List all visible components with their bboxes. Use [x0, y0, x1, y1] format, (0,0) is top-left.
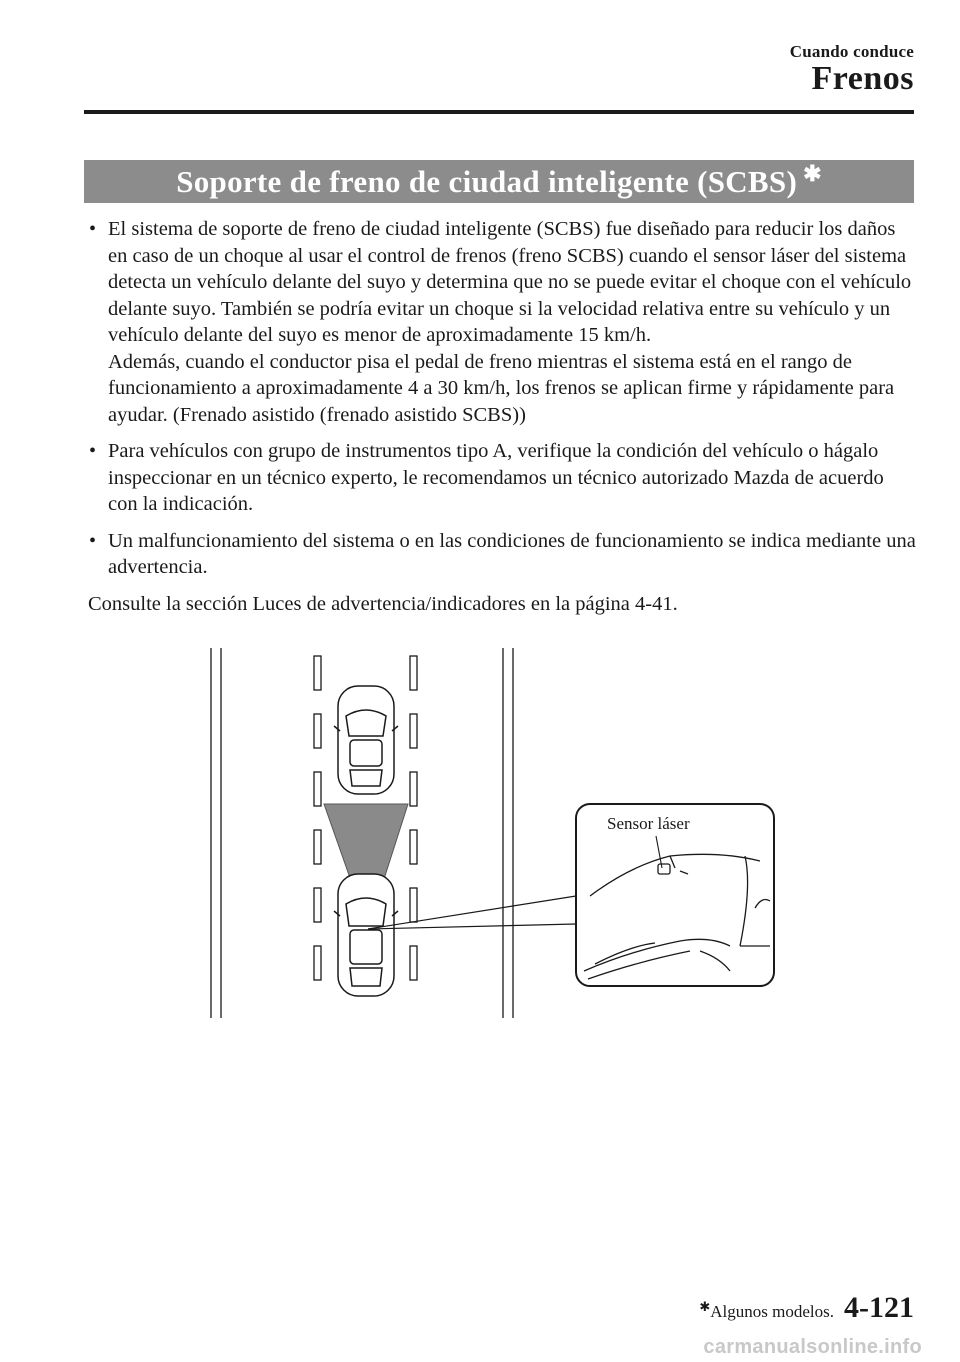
- asterisk-icon: ✱: [803, 160, 822, 186]
- page-footer: [699, 1291, 914, 1325]
- reference-text: Consulte la sección Luces de advertencia/indicadores en la página 4-41.: [88, 592, 678, 615]
- body-content: [88, 216, 916, 617]
- callout-line: [368, 896, 576, 929]
- footnote-text: Algunos modelos.: [710, 1302, 834, 1321]
- asterisk-icon: ✱: [699, 1299, 711, 1314]
- section-heading: [84, 160, 914, 203]
- list-item: [88, 438, 916, 518]
- header-divider: [84, 110, 914, 114]
- lane-marker-right: [410, 656, 417, 980]
- own-vehicle: [334, 874, 398, 996]
- bullet-icon: •: [89, 218, 97, 240]
- paragraph: Además, cuando el conductor pisa el pedal de freno mientras el sistema está en el rango de funcionamiento a aproximadamente 4 a 30 km/h, los frenos se aplican firme y rápidamente para ayudar. (Frenado asistido (frenado asistido SCBS)): [108, 350, 895, 426]
- lane-marker-left: [314, 656, 321, 980]
- list-item: [88, 216, 916, 428]
- sensor-label: Sensor láser: [607, 814, 690, 833]
- bullet-icon: •: [89, 529, 97, 552]
- paragraph: El sistema de soporte de freno de ciudad inteligente (SCBS) fue diseñado para reducir los daños en caso de un choque al usar el control de frenos (freno SCBS) cuando el sensor láser del sistema detecta un vehículo delante del suyo y determina que no se puede evitar el choque con el vehículo delante suyo. También se podría evitar un choque si la velocidad relativa entre su vehículo y un vehículo delante del suyo es menor de aproximadamente 15 km/h.: [108, 218, 912, 346]
- paragraph: Para vehículos con grupo de instrumentos tipo A, verifique la condición del vehículo o hágalo inspeccionar en un técnico experto, le recomendamos un técnico autorizado Mazda de acuerdo con la indicación.: [108, 440, 884, 515]
- section-title: Soporte de freno de ciudad inteligente (SCBS): [176, 163, 798, 199]
- paragraph: Un malfuncionamiento del sistema o en las condiciones de funcionamiento se indica mediante una advertencia.: [108, 529, 916, 578]
- lead-vehicle: [334, 686, 398, 794]
- chapter-label: Cuando conduce: [789, 42, 914, 61]
- scbs-illustration: [200, 646, 790, 1021]
- bullet-icon: •: [89, 440, 97, 462]
- page-number: 4-121: [844, 1291, 914, 1324]
- callout-line: [368, 924, 576, 929]
- watermark: carmanualsonline.info: [703, 1336, 922, 1358]
- page-title: Frenos: [811, 60, 914, 97]
- road-diagram: [200, 646, 790, 1021]
- list-item: [88, 528, 916, 581]
- footnote: [699, 1299, 834, 1322]
